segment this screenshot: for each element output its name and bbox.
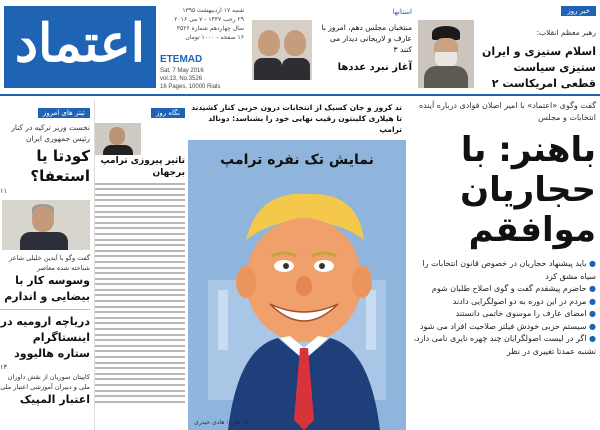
lead-bullet: ● امضای عارف را موسوی خاتمی دانستند bbox=[455, 309, 596, 318]
bullet-icon: ● bbox=[586, 296, 596, 306]
cover-cartoon[interactable] bbox=[188, 100, 406, 430]
issue-line: شنبه ۱۷ اردیبهشت ۱۳۹۵ bbox=[182, 7, 244, 14]
teaser-parliament[interactable] bbox=[248, 6, 414, 90]
left-column bbox=[0, 100, 90, 430]
section-tab: خبر روز bbox=[561, 6, 596, 16]
story-kicker: نخست وزیر ترکیه در کنار رئیس جمهوری ایران bbox=[11, 123, 90, 143]
trump-caricature bbox=[188, 170, 406, 430]
page-ref: ۱۶ bbox=[242, 419, 249, 426]
story-headline[interactable]: وسوسه کار با بیضایی و اندارم bbox=[4, 274, 90, 303]
page-ref: ۱۱ bbox=[0, 187, 7, 195]
story-headline[interactable]: کودتا یا استعفا؟ bbox=[30, 147, 90, 185]
lead-bullet: ● اگر در لیست اصولگرایان چند چهره نایری نامی دارد، نشنبه عمدتا تغییری در نظر bbox=[413, 334, 596, 356]
ear-shape bbox=[236, 266, 256, 298]
column-shape bbox=[218, 290, 228, 350]
issue-line: ۱۶ صفحه - ۱۰۰۰ تومان bbox=[185, 34, 244, 41]
photo-caption: گفت وگو با آیدین خلیلی شاعر شناخته شده معاصر bbox=[9, 254, 90, 272]
newspaper-logo[interactable] bbox=[4, 6, 156, 88]
issue-line-en: Sat, 7 May 2016 bbox=[160, 68, 204, 74]
cartoon-subhead: تد کروز و جان کسیک از انتخابات درون حزبی کنار کشیدند تا هیلاری کلینتون رقیب نهایی خود را بشناسد: دونالد ترامپ bbox=[191, 103, 402, 134]
face-icon bbox=[284, 30, 306, 56]
teaser-photo bbox=[252, 20, 312, 80]
story-kicker: کاپیتان سوریان از نقش داوران ملی و دبیران آموزشی اعتبار ملی bbox=[0, 373, 90, 391]
story-headline[interactable]: اعتبار المپیک bbox=[19, 393, 90, 406]
nose-shape bbox=[296, 276, 312, 296]
bullet-icon: ● bbox=[586, 309, 596, 318]
suit-shape bbox=[20, 232, 68, 250]
teaser-photo bbox=[418, 20, 474, 88]
bullet-icon: ● bbox=[586, 321, 596, 331]
page-ref: ۲ bbox=[491, 77, 499, 90]
pupil-shape bbox=[283, 263, 289, 269]
section-tab: نگاه روز bbox=[151, 108, 185, 118]
bullet-icon: ● bbox=[586, 259, 596, 268]
lead-bullet: ● سیستم حزبی خودش فیلتر صلاحیت افراد می شود bbox=[419, 321, 596, 331]
story-photo bbox=[2, 200, 90, 250]
lead-bullets bbox=[410, 258, 596, 358]
section-tab: تیتر های امروز bbox=[38, 108, 90, 118]
face-icon bbox=[258, 30, 280, 56]
lead-story[interactable] bbox=[410, 100, 596, 430]
lead-bullet: ● باید پیشنهاد حجاریان در خصوص قانون انتخابات را سیاه مشق کرد bbox=[422, 259, 596, 281]
issue-line-en: 16 Pages, 10000 Rials bbox=[160, 84, 221, 90]
cartoon-credit: ۱۶ طرح: هادی حیدری bbox=[194, 419, 249, 426]
ear-shape bbox=[352, 266, 372, 298]
issue-line: ۲۹ رجب ۱۴۳۷ - ۷ می ۲۰۱۶ bbox=[174, 16, 244, 23]
lead-bullet: ● حاضرم پیشقدم گفت و گوی اصلاح طلبان شوم bbox=[431, 284, 596, 293]
cartoon-title: نمایش تک نفره ترامپ bbox=[220, 152, 374, 168]
masthead-name-en: ETEMAD bbox=[160, 54, 203, 65]
face-icon bbox=[109, 127, 125, 145]
issue-info-en bbox=[160, 67, 244, 91]
teaser-text: منتخبان مجلس دهم، امروز با عارف و لاریجانی دیدار می کنند ۳ bbox=[321, 23, 412, 54]
page-ref: ۱۳ bbox=[0, 363, 7, 371]
teaser-headline: آغاز نبرد عددها bbox=[337, 62, 412, 73]
teaser-kicker: استانها bbox=[392, 8, 412, 16]
robe-shape bbox=[424, 66, 468, 88]
logo-text: اعتماد bbox=[14, 13, 146, 74]
bullet-icon: ● bbox=[586, 284, 596, 293]
suit-shape bbox=[254, 58, 282, 80]
pupil-shape bbox=[319, 263, 325, 269]
teaser-leader[interactable] bbox=[418, 6, 596, 90]
masthead-rule bbox=[0, 94, 600, 96]
lead-bullet: ● مردم در این دوره به دو اصولگرایی دادند bbox=[452, 296, 596, 306]
column-shape bbox=[366, 290, 376, 350]
story-headline[interactable]: دریاچه ارومیه در اینستاگرام ستاره هالیوود bbox=[0, 315, 90, 360]
opinion-column bbox=[94, 100, 185, 430]
article-body-text bbox=[95, 183, 185, 403]
face-icon bbox=[32, 206, 54, 232]
issue-line: سال چهاردهم شماره ۳۵۲۶ bbox=[176, 25, 244, 32]
opinion-headline[interactable]: تاثیر پیروزی ترامپ برجهان bbox=[100, 156, 185, 178]
lead-kicker: گفت وگوی «اعتماد» با امیر اصلان فوادی درباره آینده انتخابات و مجلس bbox=[418, 101, 596, 122]
teaser-headline: اسلام ستیزی و ایران ستیزی سیاست قطعی امریکاست ۲ bbox=[482, 45, 596, 90]
lead-headline[interactable]: باهنر: با حجاریان موافقم bbox=[460, 130, 596, 250]
teaser-kicker: رهبر معظم انقلاب: bbox=[536, 28, 596, 37]
masthead bbox=[0, 0, 600, 96]
suit-shape bbox=[103, 145, 133, 155]
author-photo bbox=[95, 123, 141, 155]
page-ref: ۳ bbox=[393, 45, 398, 54]
divider bbox=[0, 309, 90, 310]
bullet-icon: ● bbox=[586, 334, 596, 343]
suit-shape bbox=[282, 58, 310, 80]
issue-line-en: vol.13, No.3526 bbox=[160, 76, 203, 82]
